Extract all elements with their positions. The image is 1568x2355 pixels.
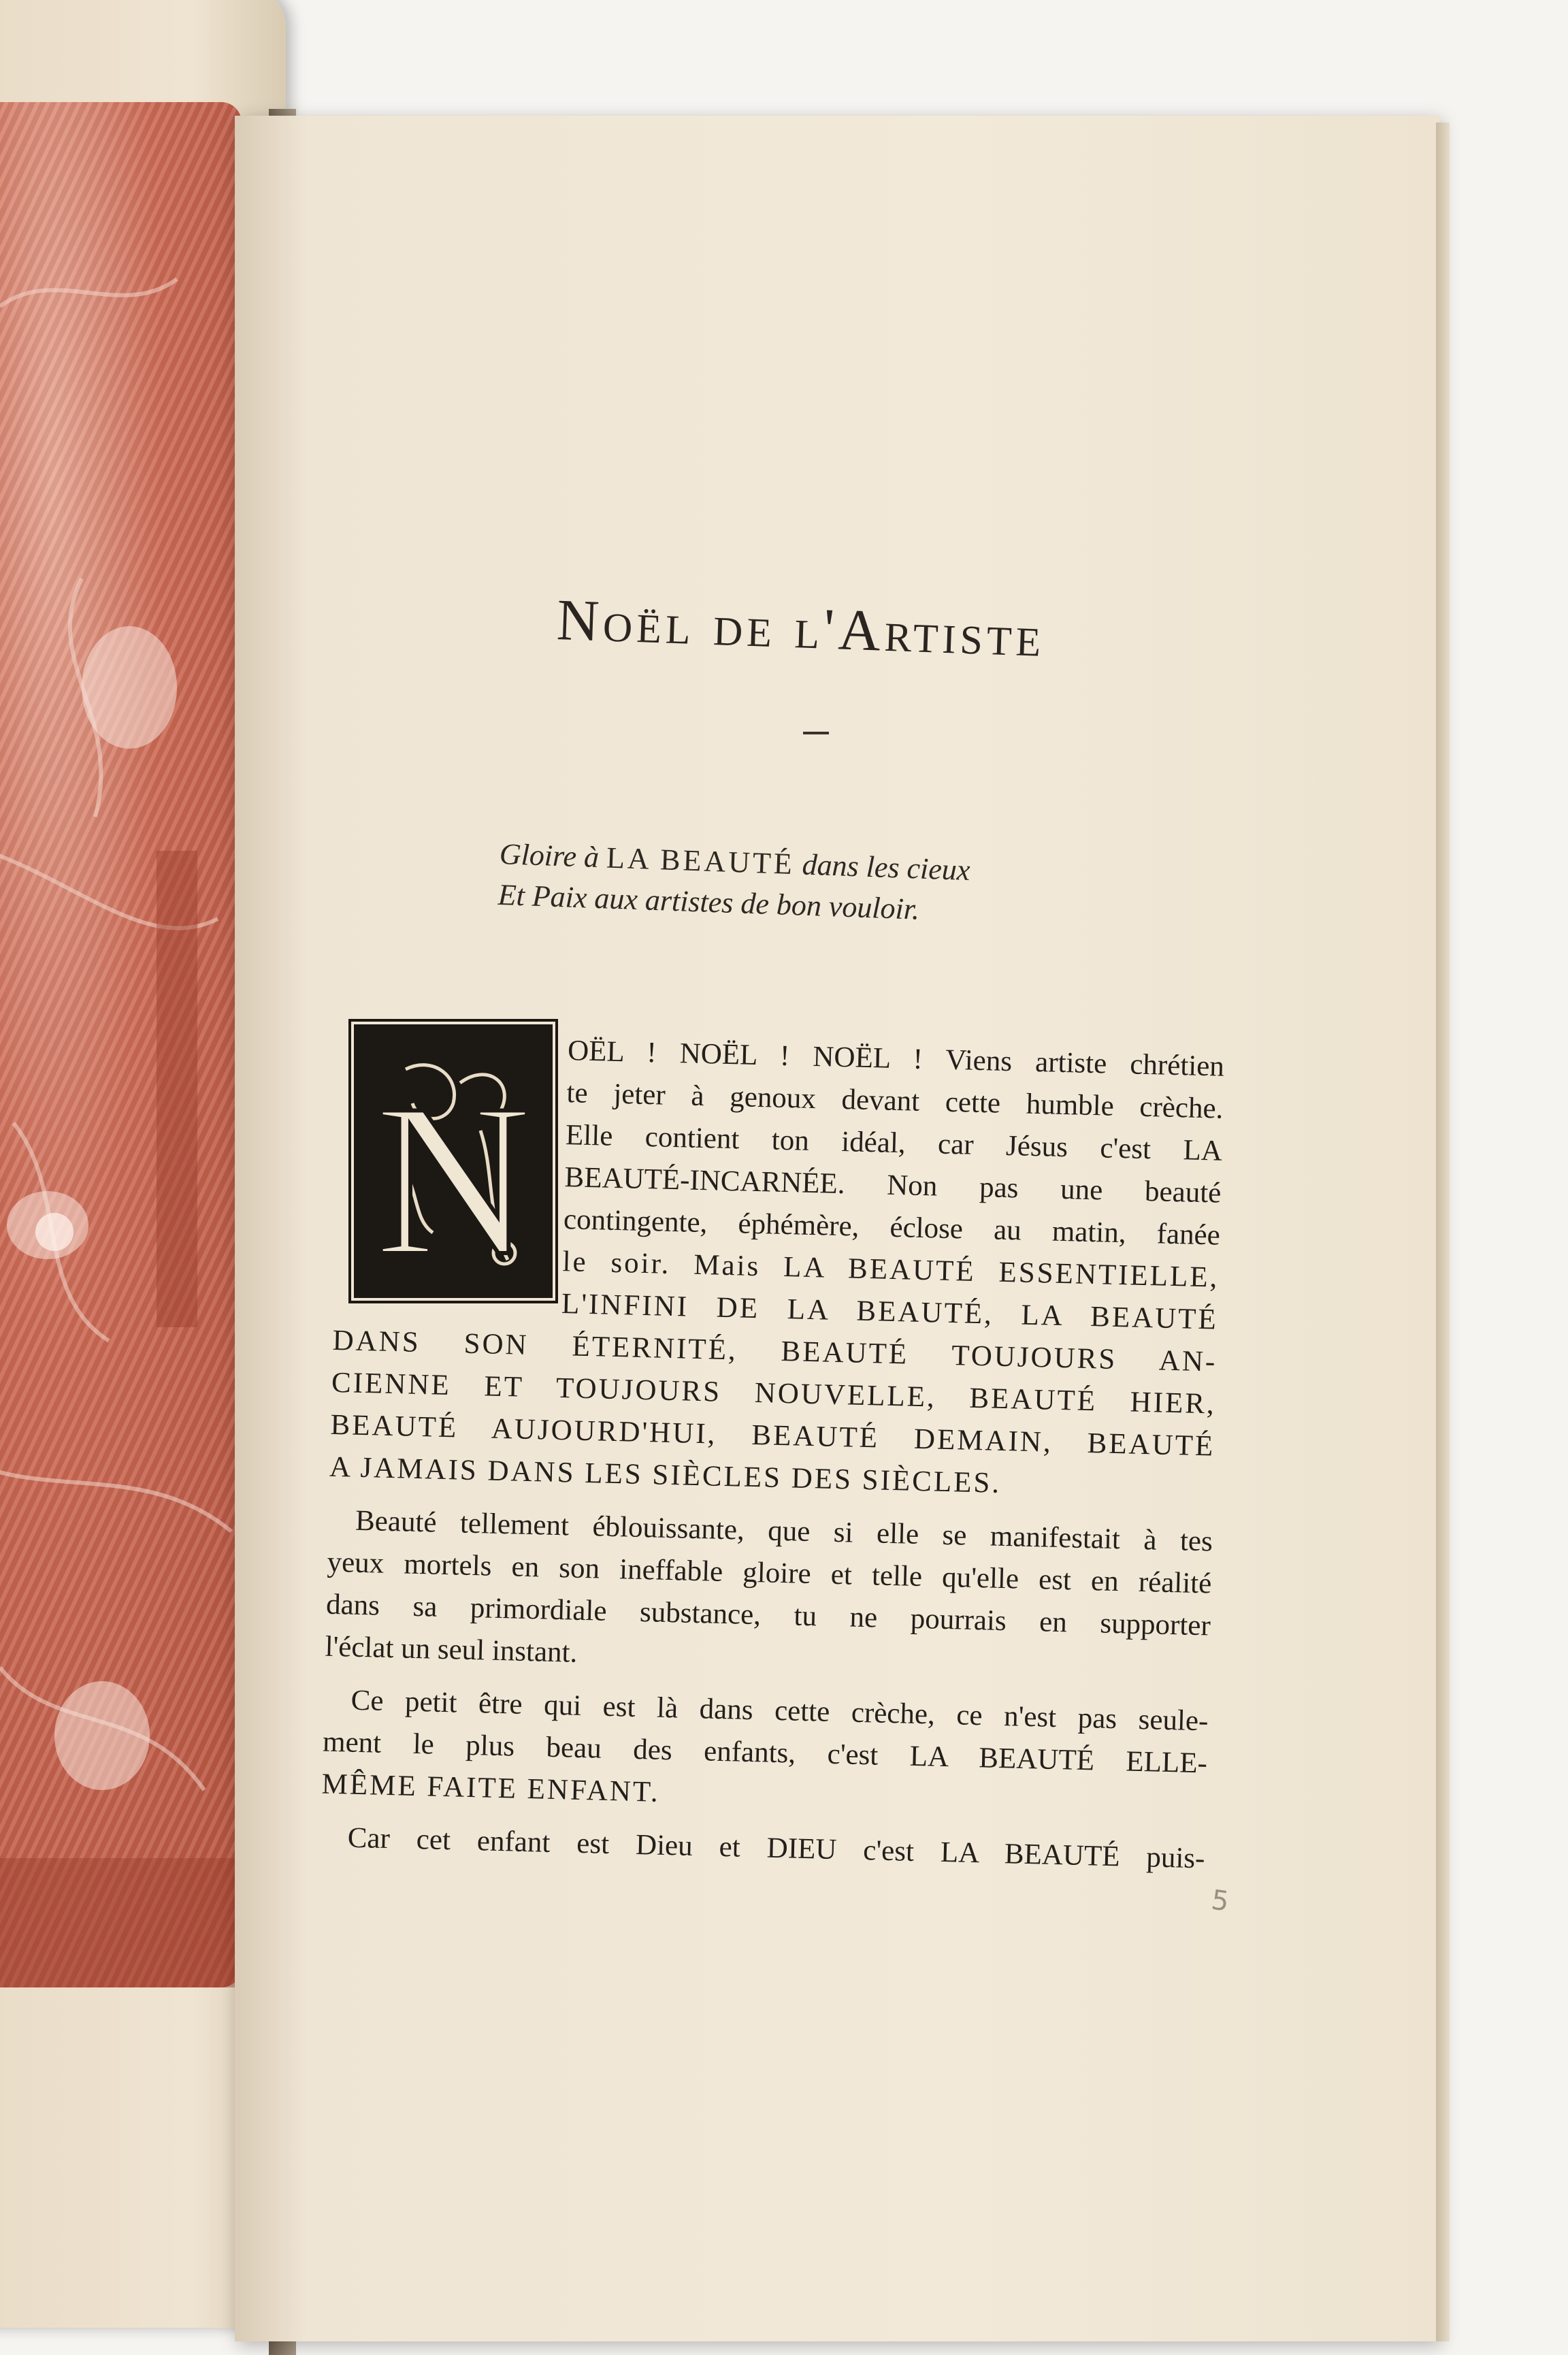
text-line: Beauté tellement éblouissante, que si elle se manifestait à tes [355, 1504, 1213, 1558]
drop-cap-letter: N [374, 1060, 532, 1294]
epigraph-text: dans les cieux [794, 847, 971, 888]
text-line: ment le plus beau des enfants, c'est LA BEAUTÉ ELLE- [322, 1725, 1208, 1780]
illustration-plate [0, 102, 242, 1987]
text-line: le soir. Mais LA BEAUTÉ ESSENTIELLE, [562, 1246, 1220, 1294]
text-line: DANS SON ÉTERNITÉ, BEAUTÉ TOUJOURS AN- [332, 1324, 1218, 1378]
text-line: dans sa primordiale substance, tu ne pourrais en supporter [325, 1588, 1211, 1642]
engraving-figures [0, 102, 242, 1987]
text-line: OËL ! NOËL ! NOËL ! Viens artiste chrétien [567, 1035, 1225, 1083]
epigraph-caps: LA BEAUTÉ [606, 841, 796, 881]
text-line: contingente, éphémère, éclose au matin, fanée [563, 1203, 1221, 1252]
page-edge [1436, 123, 1450, 2341]
text-line: L'INFINI DE LA BEAUTÉ, LA BEAUTÉ [561, 1288, 1219, 1336]
pencil-page-mark: 5 [1209, 1884, 1231, 1918]
text-line: BEAUTÉ-INCARNÉE. Non pas une beauté [564, 1161, 1222, 1209]
text-line: te jeter à genoux devant cette humble crèche. [566, 1077, 1224, 1125]
text-line: BEAUTÉ AUJOURD'HUI, BEAUTÉ DEMAIN, BEAUTÉ [330, 1408, 1215, 1463]
text-line: CIENNE ET TOUJOURS NOUVELLE, BEAUTÉ HIER, [331, 1366, 1217, 1420]
text-line: Car cet enfant est Dieu et DIEU c'est LA BEAUTÉ puis- [347, 1821, 1206, 1875]
text-line: l'éclat un seul instant. [325, 1630, 578, 1669]
epigraph-text: Gloire à [499, 837, 607, 875]
text-line: MÊME FAITE ENFANT. [321, 1768, 661, 1808]
text-line: yeux mortels en son ineffable gloire et telle qu'elle est en réalité [327, 1546, 1212, 1600]
text-line: Elle contient ton idéal, car Jésus c'est LA [565, 1119, 1223, 1167]
text-line: A JAMAIS DANS LES SIÈCLES DES SIÈCLES. [329, 1450, 1002, 1499]
title-rule [803, 732, 829, 734]
body-text [320, 1024, 1225, 1880]
chapter-title: Noël de l'Artiste [555, 586, 1047, 669]
text-line: Ce petit être qui est là dans cette crèche, ce n'est pas seule- [350, 1684, 1209, 1738]
epigraph-line-2: Et Paix aux artistes de bon vouloir. [497, 877, 920, 926]
